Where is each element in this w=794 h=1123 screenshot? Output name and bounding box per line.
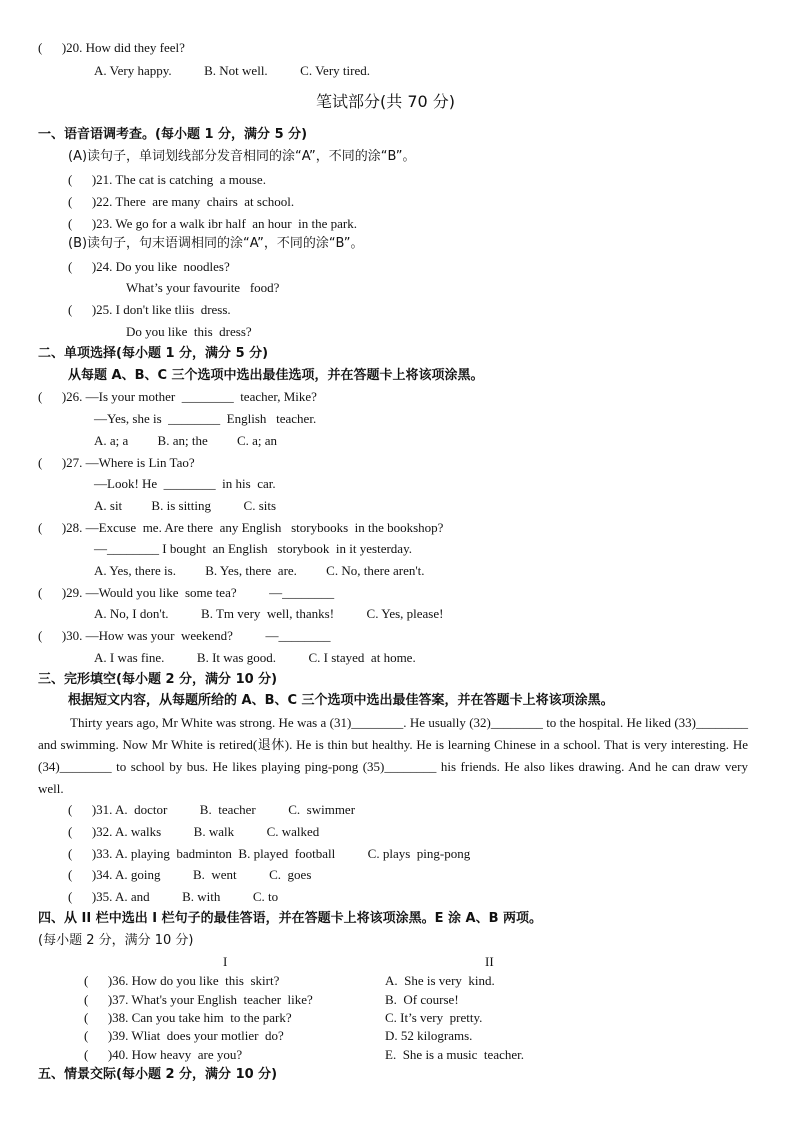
section1-heading: 一、语音语调考查。(每小题 1 分，满分 5 分) [38, 127, 308, 142]
q26-reply: —Yes, she is ________ English teacher. [94, 411, 317, 426]
column-i-header: I [223, 954, 228, 969]
column-ii-header: II [485, 954, 494, 969]
q35: ( )35. A. and B. with C. to [68, 889, 279, 904]
answer-e: E. She is a music teacher. [385, 1047, 524, 1062]
q28-stem: ( )28. —Excuse me. Are there any English storybooks in the bookshop? [38, 520, 444, 535]
q24-line1: ( )24. Do you like noodles? [68, 259, 230, 274]
q31: ( )31. A. doctor B. teacher C. swimmer [68, 802, 356, 817]
q29-options: A. No, I don't. B. Tm very well, thanks! C. Yes, please! [94, 606, 444, 621]
section4-scoring: (每小题 2 分，满分 10 分) [38, 933, 194, 948]
answer-a: A. She is very kind. [385, 973, 495, 988]
q34: ( )34. A. going B. went C. goes [68, 867, 312, 882]
cloze-passage: Thirty years ago, Mr White was strong. He was a (31)________. He usually (32)________ to the hospital. He liked (33)________ and swimming. Now Mr White is retired(退休). He is thin but healthy. He is learning Chinese in a school. That is very interesting. He (34)________ to school by bus. He likes playing ping-pong (35)________ his friends. He also likes drawing. And he can draw very well. [38, 715, 748, 796]
q28-reply: —________ I bought an English storybook in it yesterday. [94, 541, 412, 556]
q22: ( )22. There are many chairs at school. [68, 194, 295, 209]
match-q36: ( )36. How do you like this skirt? [84, 973, 280, 988]
q26-options: A. a; a B. an; the C. a; an [94, 433, 278, 448]
q27-reply: —Look! He ________ in his car. [94, 476, 276, 491]
q30-stem: ( )30. —How was your weekend? —________ [38, 628, 331, 643]
section5-heading: 五、情景交际(每小题 2 分，满分 10 分) [38, 1067, 278, 1082]
section1-part-a-instruction: (A)读句子，单词划线部分发音相同的涂“A”，不同的涂“B”。 [68, 149, 416, 164]
q25-line1: ( )25. I don't like tliis dress. [68, 302, 231, 317]
section3-instruction: 根据短文内容，从每题所给的 A、B、C 三个选项中选出最佳答案，并在答题卡上将该项涂黑。 [68, 693, 614, 708]
section1-part-b-instruction: (B)读句子，句末语调相同的涂“A”，不同的涂“B”。 [68, 236, 364, 251]
q29-stem: ( )29. —Would you like some tea? —________ [38, 585, 335, 600]
q30-options: A. I was fine. B. It was good. C. I stayed at home. [94, 650, 416, 665]
q25-line2: Do you like this dress? [126, 324, 252, 339]
section4-heading: 四、从 II 栏中选出 I 栏句子的最佳答语，并在答题卡上将该项涂黑。E 涂 A、B 两项。 [38, 911, 543, 926]
answer-b: B. Of course! [385, 992, 459, 1007]
q20-stem: ( )20. How did they feel? [38, 40, 185, 55]
q28-options: A. Yes, there is. B. Yes, there are. C. No, there aren't. [94, 563, 425, 578]
section2-instruction: 从每题 A、B、C 三个选项中选出最佳选项，并在答题卡上将该项涂黑。 [68, 368, 484, 383]
match-q40: ( )40. How heavy are you? [84, 1047, 243, 1062]
match-q37: ( )37. What's your English teacher like? [84, 992, 313, 1007]
q32: ( )32. A. walks B. walk C. walked [68, 824, 320, 839]
match-q39: ( )39. Wliat does your motlier do? [84, 1028, 284, 1043]
q33: ( )33. A. playing badminton B. played football C. plays ping-pong [68, 846, 471, 861]
written-section-title: 笔试部分(共 70 分) [316, 92, 456, 111]
q21: ( )21. The cat is catching a mouse. [68, 172, 266, 187]
q20-options: A. Very happy. B. Not well. C. Very tired. [94, 63, 370, 78]
q26-stem: ( )26. —Is your mother ________ teacher, Mike? [38, 389, 317, 404]
match-q38: ( )38. Can you take him to the park? [84, 1010, 292, 1025]
q23: ( )23. We go for a walk ibr half an hour in the park. [68, 216, 357, 231]
q27-stem: ( )27. —Where is Lin Tao? [38, 455, 195, 470]
q24-line2: What’s your favourite food? [126, 280, 280, 295]
answer-d: D. 52 kilograms. [385, 1028, 473, 1043]
answer-c: C. It’s very pretty. [385, 1010, 483, 1025]
q27-options: A. sit B. is sitting C. sits [94, 498, 277, 513]
section3-heading: 三、完形填空(每小题 2 分，满分 10 分) [38, 672, 278, 687]
section2-heading: 二、单项选择(每小题 1 分，满分 5 分) [38, 346, 269, 361]
